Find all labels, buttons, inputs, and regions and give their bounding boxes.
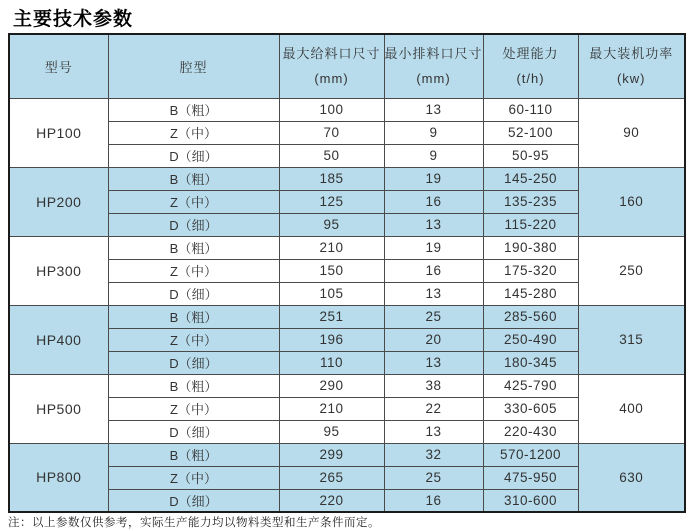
spec-table <box>8 33 686 513</box>
power-cell: 400 <box>578 374 685 443</box>
cavity-cell: B（粗） <box>108 236 279 259</box>
footnote: 注：以上参数仅供参考，实际生产能力均以物料类型和生产条件而定。 <box>8 517 380 529</box>
table-row <box>9 236 685 259</box>
feed-size-cell: 70 <box>279 121 384 144</box>
column-header-capacity <box>483 34 578 98</box>
capacity-cell: 190-380 <box>483 236 578 259</box>
capacity-cell: 60-110 <box>483 98 578 121</box>
cavity-cell: D（细） <box>108 213 279 236</box>
discharge-size-cell: 25 <box>384 466 483 489</box>
discharge-size-cell: 13 <box>384 98 483 121</box>
cavity-cell: B（粗） <box>108 374 279 397</box>
column-header-model: 型号 <box>9 34 108 98</box>
column-header-feed-size <box>279 34 384 98</box>
cavity-cell: D（细） <box>108 351 279 374</box>
model-cell: HP100 <box>9 98 108 167</box>
discharge-size-cell: 22 <box>384 397 483 420</box>
capacity-cell: 250-490 <box>483 328 578 351</box>
cavity-cell: Z（中） <box>108 397 279 420</box>
feed-size-cell: 150 <box>279 259 384 282</box>
discharge-size-cell: 16 <box>384 259 483 282</box>
column-header-power-unit: (kw) <box>616 71 646 87</box>
feed-size-cell: 196 <box>279 328 384 351</box>
table-header <box>9 34 685 98</box>
table-row <box>9 374 685 397</box>
feed-size-cell: 95 <box>279 420 384 443</box>
page-title: 主要技术参数 <box>13 9 134 30</box>
cavity-cell: Z（中） <box>108 190 279 213</box>
power-cell: 315 <box>578 305 685 374</box>
column-header-power <box>578 34 685 98</box>
feed-size-cell: 185 <box>279 167 384 190</box>
capacity-cell: 52-100 <box>483 121 578 144</box>
feed-size-cell: 290 <box>279 374 384 397</box>
cavity-cell: Z（中） <box>108 328 279 351</box>
cavity-cell: D（细） <box>108 489 279 512</box>
discharge-size-cell: 9 <box>384 144 483 167</box>
feed-size-cell: 100 <box>279 98 384 121</box>
table-row <box>9 167 685 190</box>
feed-size-cell: 299 <box>279 443 384 466</box>
power-cell: 90 <box>578 98 685 167</box>
cavity-cell: Z（中） <box>108 466 279 489</box>
feed-size-cell: 210 <box>279 397 384 420</box>
capacity-cell: 425-790 <box>483 374 578 397</box>
column-header-discharge-size <box>384 34 483 98</box>
model-cell: HP200 <box>9 167 108 236</box>
table-body <box>9 98 685 512</box>
column-header-discharge-size-unit: (mm) <box>416 71 451 87</box>
capacity-cell: 330-605 <box>483 397 578 420</box>
feed-size-cell: 265 <box>279 466 384 489</box>
capacity-cell: 475-950 <box>483 466 578 489</box>
column-header-cavity: 腔型 <box>108 34 279 98</box>
discharge-size-cell: 13 <box>384 420 483 443</box>
table-row <box>9 443 685 466</box>
feed-size-cell: 105 <box>279 282 384 305</box>
capacity-cell: 135-235 <box>483 190 578 213</box>
capacity-cell: 145-250 <box>483 167 578 190</box>
feed-size-cell: 220 <box>279 489 384 512</box>
capacity-cell: 180-345 <box>483 351 578 374</box>
feed-size-cell: 125 <box>279 190 384 213</box>
column-header-capacity-label: 处理能力 <box>502 45 559 61</box>
discharge-size-cell: 38 <box>384 374 483 397</box>
column-header-capacity-unit: (t/h) <box>516 71 545 87</box>
cavity-cell: Z（中） <box>108 121 279 144</box>
capacity-cell: 285-560 <box>483 305 578 328</box>
discharge-size-cell: 9 <box>384 121 483 144</box>
discharge-size-cell: 13 <box>384 213 483 236</box>
feed-size-cell: 251 <box>279 305 384 328</box>
table-row <box>9 98 685 121</box>
cavity-cell: D（细） <box>108 144 279 167</box>
discharge-size-cell: 19 <box>384 167 483 190</box>
discharge-size-cell: 32 <box>384 443 483 466</box>
column-header-discharge-size-label: 最小排料口尺寸 <box>384 45 483 61</box>
cavity-cell: B（粗） <box>108 305 279 328</box>
capacity-cell: 570-1200 <box>483 443 578 466</box>
capacity-cell: 220-430 <box>483 420 578 443</box>
column-header-feed-size-label: 最大给料口尺寸 <box>282 45 381 61</box>
discharge-size-cell: 13 <box>384 351 483 374</box>
capacity-cell: 145-280 <box>483 282 578 305</box>
feed-size-cell: 210 <box>279 236 384 259</box>
power-cell: 160 <box>578 167 685 236</box>
model-cell: HP800 <box>9 443 108 512</box>
cavity-cell: B（粗） <box>108 167 279 190</box>
power-cell: 630 <box>578 443 685 512</box>
capacity-cell: 50-95 <box>483 144 578 167</box>
discharge-size-cell: 25 <box>384 305 483 328</box>
discharge-size-cell: 13 <box>384 282 483 305</box>
discharge-size-cell: 19 <box>384 236 483 259</box>
capacity-cell: 310-600 <box>483 489 578 512</box>
model-cell: HP400 <box>9 305 108 374</box>
discharge-size-cell: 16 <box>384 489 483 512</box>
capacity-cell: 115-220 <box>483 213 578 236</box>
table-row <box>9 305 685 328</box>
column-header-feed-size-unit: (mm) <box>314 71 349 87</box>
cavity-cell: D（细） <box>108 420 279 443</box>
discharge-size-cell: 20 <box>384 328 483 351</box>
power-cell: 250 <box>578 236 685 305</box>
model-cell: HP300 <box>9 236 108 305</box>
cavity-cell: B（粗） <box>108 443 279 466</box>
cavity-cell: B（粗） <box>108 98 279 121</box>
discharge-size-cell: 16 <box>384 190 483 213</box>
column-header-power-label: 最大装机功率 <box>589 45 674 61</box>
model-cell: HP500 <box>9 374 108 443</box>
cavity-cell: D（细） <box>108 282 279 305</box>
feed-size-cell: 95 <box>279 213 384 236</box>
capacity-cell: 175-320 <box>483 259 578 282</box>
cavity-cell: Z（中） <box>108 259 279 282</box>
header-row <box>9 34 685 98</box>
feed-size-cell: 50 <box>279 144 384 167</box>
feed-size-cell: 110 <box>279 351 384 374</box>
